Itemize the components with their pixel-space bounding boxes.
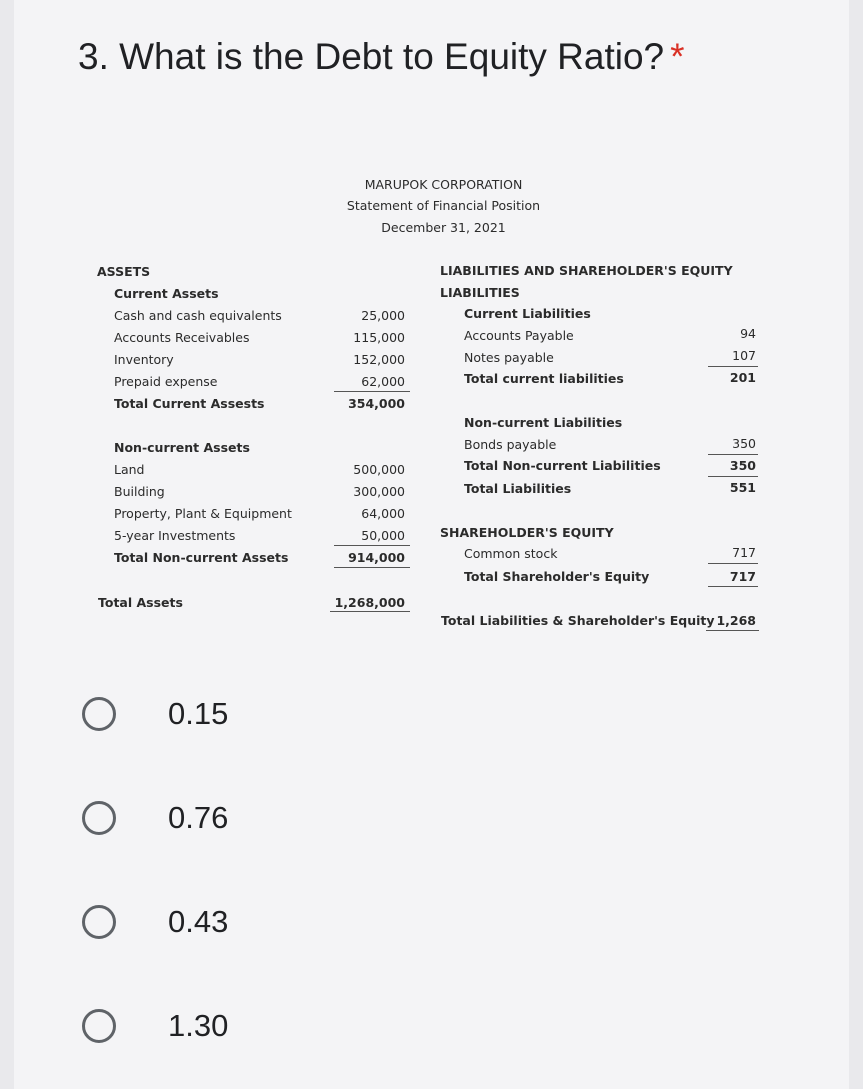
asset-label: 5-year Investments: [114, 528, 236, 543]
asset-label: Property, Plant & Equipment: [114, 506, 292, 521]
liabilities-equity-heading: LIABILITIES AND SHAREHOLDER'S EQUITY: [440, 263, 733, 278]
radio-circle-icon[interactable]: [82, 697, 116, 731]
total-current-assets-value: 354,000: [348, 396, 405, 411]
underline: [708, 454, 758, 455]
total-noncurrent-liabilities-label: Total Non-current Liabilities: [464, 458, 661, 473]
option-0-76[interactable]: [82, 792, 228, 844]
underline: [334, 567, 410, 568]
total-equity-value: 717: [729, 569, 756, 584]
noncurrent-liabilities-heading: Non-current Liabilities: [464, 415, 623, 430]
liability-value: 350: [732, 436, 756, 451]
total-noncurrent-assets-value: 914,000: [348, 550, 405, 565]
asset-label: Land: [114, 462, 145, 477]
underline: [334, 545, 410, 546]
asset-value: 50,000: [361, 528, 405, 543]
asset-value: 152,000: [353, 352, 405, 367]
radio-circle-icon[interactable]: [82, 1009, 116, 1043]
grand-total-label: Total Liabilities & Shareholder's Equity: [441, 613, 715, 628]
grand-total-value: 1,268: [716, 613, 756, 628]
radio-circle-icon[interactable]: [82, 905, 116, 939]
option-label: 0.43: [168, 904, 229, 939]
statement-date: December 31, 2021: [381, 220, 506, 235]
liability-label: Accounts Payable: [464, 328, 574, 343]
noncurrent-assets-heading: Non-current Assets: [114, 440, 250, 455]
liability-label: Notes payable: [464, 350, 554, 365]
company-name: MARUPOK CORPORATION: [364, 177, 523, 192]
total-assets-value: 1,268,000: [334, 595, 405, 610]
underline: [708, 476, 758, 477]
current-liabilities-heading: Current Liabilities: [464, 306, 591, 321]
underline: [330, 611, 410, 612]
equity-heading: SHAREHOLDER'S EQUITY: [440, 525, 614, 540]
liability-value: 107: [732, 348, 756, 363]
option-0-43[interactable]: [82, 896, 228, 948]
asset-value: 62,000: [361, 374, 405, 389]
underline: [706, 630, 759, 631]
underline: [334, 391, 410, 392]
asset-value: 25,000: [361, 308, 405, 323]
option-label: 0.15: [168, 696, 229, 731]
underline: [708, 586, 758, 587]
total-liabilities-label: Total Liabilities: [464, 481, 572, 496]
asset-value: 64,000: [361, 506, 405, 521]
option-0-15[interactable]: [82, 688, 228, 740]
total-current-assets-label: Total Current Assests: [114, 396, 265, 411]
current-assets-heading: Current Assets: [114, 286, 219, 301]
underline: [708, 366, 758, 367]
total-noncurrent-assets-label: Total Non-current Assets: [114, 550, 289, 565]
total-assets-label: Total Assets: [98, 595, 183, 610]
option-label: 0.76: [168, 800, 229, 835]
total-current-liabilities-value: 201: [729, 370, 756, 385]
asset-value: 500,000: [353, 462, 405, 477]
equity-value: 717: [732, 545, 756, 560]
total-liabilities-value: 551: [729, 480, 756, 495]
asset-label: Prepaid expense: [114, 374, 218, 389]
total-current-liabilities-label: Total current liabilities: [464, 371, 624, 386]
total-noncurrent-liabilities-value: 350: [729, 458, 756, 473]
liability-label: Bonds payable: [464, 437, 557, 452]
asset-label: Accounts Receivables: [114, 330, 250, 345]
underline: [708, 563, 758, 564]
option-1-30[interactable]: [82, 1000, 228, 1052]
question-text: 3. What is the Debt to Equity Ratio?: [78, 36, 665, 77]
equity-label: Common stock: [464, 546, 558, 561]
statement-title: Statement of Financial Position: [346, 198, 541, 213]
asset-label: Cash and cash equivalents: [114, 308, 282, 323]
asset-value: 300,000: [353, 484, 405, 499]
liabilities-heading: LIABILITIES: [440, 285, 520, 300]
asset-label: Inventory: [114, 352, 174, 367]
required-mark: *: [670, 36, 685, 77]
radio-circle-icon[interactable]: [82, 801, 116, 835]
asset-value: 115,000: [353, 330, 405, 345]
asset-label: Building: [114, 484, 165, 499]
total-equity-label: Total Shareholder's Equity: [464, 569, 650, 584]
option-label: 1.30: [168, 1008, 229, 1043]
liability-value: 94: [740, 326, 756, 341]
question-title: [78, 36, 685, 78]
assets-heading: ASSETS: [97, 264, 151, 279]
